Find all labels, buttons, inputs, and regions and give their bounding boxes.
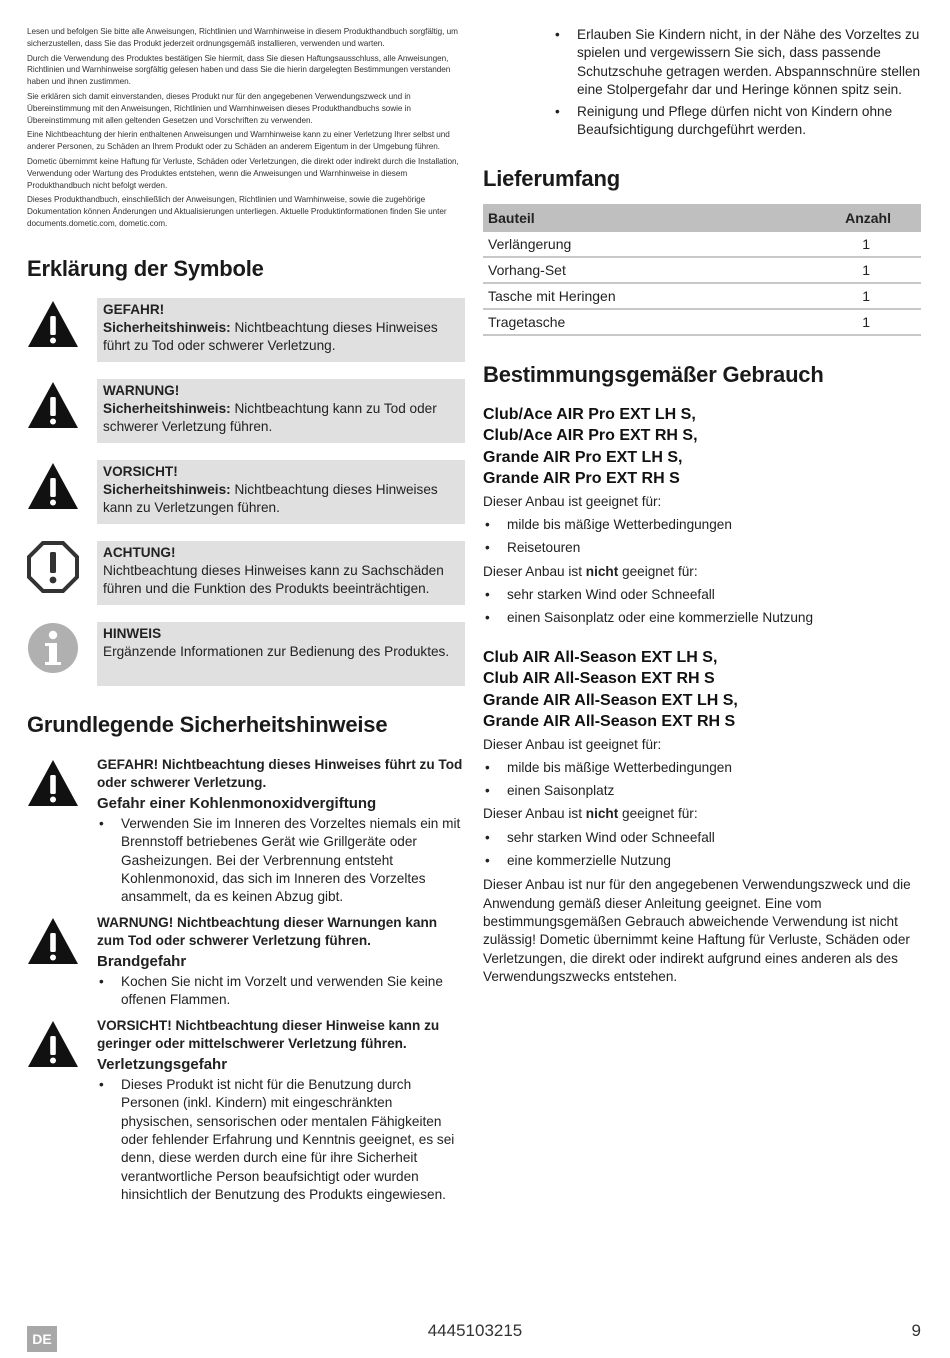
list-item: • Verwenden Sie im Inneren des Vorzeltes niemals ein mit Brennstoff betriebenes Gerät wie Grillgeräte oder Gasheizungen. Bei der Verbrennung entsteht Kohlenmonoxid, das sich im Inneren des Vorzeltes ansammelt, da es keinen Abzug gibt. [97,815,465,906]
usage-group-all-season [483,647,921,871]
table-cell: Tragetasche [483,309,840,335]
safety-block-caution [27,1017,465,1204]
model-name: Club/Ace AIR Pro EXT LH S, [483,405,696,423]
symbol-caution [27,460,465,524]
table-cell: 1 [840,232,921,257]
left-column [27,26,465,1204]
symbol-caution-box [97,460,465,524]
label-emphasis: nicht [585,563,619,579]
safety-hazard-title: Brandgefahr [97,953,187,971]
delivery-heading: Lieferumfang [483,165,620,191]
label-text: geeignet für: [618,806,698,822]
safety-list [97,973,465,1010]
suitable-label: Dieser Anbau ist geeignet für: [483,736,662,752]
intro-paragraph: Sie erklären sich damit einverstanden, dieses Produkt nur für den angegebenen Verwendungszweck und in Übereinstimmung mit den Anweisungen, Richtlinien und Warnhinweisen dieses Produkthandbuchs sowie in Übereinstimmung mit allen geltenden Gesetzen und Vorschriften zu verwenden. [27,91,411,125]
intro-paragraph: Dieses Produkthandbuch, einschließlich der Anweisungen, Richtlinien und Warnhinweise, sowie die zugehörige Dokumentation können Änderungen und Aktualisierungen unterliegen. Aktuelle Produktinformationen finden Sie unter documents.dometic.com, dometic.com. [27,195,447,228]
symbol-text: Nichtbeachtung kann zu Tod oder schwerer Verletzung führen. [103,400,437,435]
caution-triangle-icon [27,460,79,512]
symbol-text: Nichtbeachtung dieses Hinweises kann zu Verletzungen führen. [103,481,438,516]
warning-triangle-icon [27,916,79,966]
not-suitable-list [483,829,921,871]
symbol-info-box [97,622,465,686]
list-item: • einen Saisonplatz [483,782,921,800]
symbol-notice-box [97,541,465,605]
symbol-keyword: ACHTUNG! [103,544,176,560]
symbol-warning [27,379,465,443]
usage-heading: Bestimmungsgemäßer Gebrauch [483,361,824,387]
safety-hazard-title: Verletzungsgefahr [97,1056,228,1074]
symbol-danger [27,298,465,362]
model-name: Grande AIR Pro EXT LH S, [483,448,683,466]
list-item: • einen Saisonplatz oder eine kommerzielle Nutzung [483,609,921,627]
info-circle-icon [27,622,79,674]
table-cell: Tasche mit Heringen [483,283,840,309]
table-cell: Vorhang-Set [483,257,840,283]
document-id: 4445103215 [427,1321,523,1340]
page-number: 9 [911,1321,921,1340]
not-suitable-label [483,805,921,823]
column-header: Anzahl [840,204,921,232]
list-item: • Reinigung und Pflege dürfen nicht von Kindern ohne Beaufsichtigung durchgeführt werden. [553,103,921,140]
list-item: • milde bis mäßige Wetterbedingungen [483,516,921,534]
suitable-list [483,516,921,558]
symbol-text: Ergänzende Informationen zur Bedienung des Produktes. [103,643,450,659]
symbol-keyword: VORSICHT! [103,463,178,479]
language-badge: DE [27,1326,57,1352]
table-cell: Verlängerung [483,232,840,257]
safety-signal-text: VORSICHT! Nichtbeachtung dieser Hinweise kann zu geringer oder mittelschwerer Verletzung führen. [97,1017,440,1051]
list-item: • milde bis mäßige Wetterbedingungen [483,759,921,777]
intro-disclaimer [27,26,465,230]
list-item: • Reisetouren [483,539,921,557]
notice-octagon-icon [27,541,79,593]
table-row [483,257,921,283]
safety-list-continued [413,26,921,140]
table-row [483,232,921,257]
safety-block-danger [27,756,465,907]
not-suitable-list [483,586,921,628]
intro-paragraph: Dometic übernimmt keine Haftung für Verluste, Schäden oder Verletzungen, die direkt oder indirekt durch die Installation, Verwendung oder Wartung des Produktes entstehen, wenn die Anweisungen und Warnhinweise in diesem Produkthandbuch nicht befolgt werden. [27,156,459,190]
model-name: Grande AIR All-Season EXT RH S [483,713,736,731]
table-row [483,283,921,309]
table-header-row [483,204,921,232]
symbols-heading: Erklärung der Symbole [27,255,264,281]
symbol-danger-box [97,298,465,362]
label-text: Dieser Anbau ist [483,563,586,579]
symbol-label: Sicherheitshinweis: [103,319,231,335]
list-item: • sehr starken Wind oder Schneefall [483,829,921,847]
table-row [483,309,921,335]
list-item: • eine kommerzielle Nutzung [483,852,921,870]
column-header: Bauteil [483,204,840,232]
intro-paragraph: Durch die Verwendung des Produktes bestätigen Sie hiermit, dass Sie diesen Haftungsausschluss, alle Anweisungen, Richtlinien und Warnhinweise sorgfältig gelesen haben und dass Sie die hierin dargelegten Bestimmungen verstanden haben und ihnen zustimmen. [27,53,451,87]
right-column [483,26,921,986]
safety-list [97,1076,465,1204]
caution-triangle-icon [27,1019,79,1069]
suitable-list [483,759,921,801]
safety-heading: Grundlegende Sicherheitshinweise [27,711,388,737]
warning-triangle-icon [27,379,79,431]
symbol-notice [27,541,465,605]
suitable-label: Dieser Anbau ist geeignet für: [483,493,662,509]
list-item: • Kochen Sie nicht im Vorzelt und verwenden Sie keine offenen Flammen. [97,973,465,1010]
table-cell: 1 [840,309,921,335]
safety-block-warning [27,914,465,1010]
safety-signal-text: GEFAHR! Nichtbeachtung dieses Hinweises führt zu Tod oder schwerer Verletzung. [97,756,463,790]
list-item: • Erlauben Sie Kindern nicht, in der Nähe des Vorzeltes zu spielen und vergewissern Sie sich, dass passende Schutzschuhe getragen werden. Abspannschnüre stellen eine Stolpergefahr dar und Heringe können spitz sein. [553,26,921,99]
symbol-text: Nichtbeachtung dieses Hinweises führt zu Tod oder schwerer Verletzung. [103,319,438,354]
delivery-table [483,204,921,336]
model-name: Grande AIR Pro EXT RH S [483,470,680,488]
symbol-keyword: GEFAHR! [103,301,165,317]
safety-signal-text: WARNUNG! Nichtbeachtung dieser Warnungen kann zum Tod oder schwerer Verletzung führen. [97,914,438,948]
safety-list [97,815,465,906]
usage-closing-paragraph: Dieser Anbau ist nur für den angegebenen Verwendungszweck und die Anwendung gemäß dieser Anleitung geeignet. Eine vom bestimmungsgemäßen Gebrauch abweichende Verwendung ist nicht zulässig! Dometic übernimmt keine Haftung für Verluste, Schäden oder Verletzungen, die direkt oder indirekt aufgrund eines anderen als des Verwendungszwecks entstehen. [483,877,911,984]
danger-warning-triangle-icon [27,298,79,350]
model-name: Club AIR All-Season EXT RH S [483,670,715,688]
table-cell: 1 [840,257,921,283]
usage-group-pro [483,404,921,628]
list-item: • Dieses Produkt ist nicht für die Benutzung durch Personen (inkl. Kindern) mit eingeschränkten physischen, sensorischen oder mentalen Fähigkeiten oder fehlender Erfahrung und Kenntnis geeignet, es sei denn, diese werden durch eine für ihre Sicherheit verantwortliche Person beaufsichtigt oder wurden hinsichtlich der Benutzung des Produkts eingewiesen. [97,1076,465,1204]
symbol-keyword: WARNUNG! [103,382,180,398]
symbol-text: Nichtbeachtung dieses Hinweises kann zu Sachschäden führen und die Funktion des Produkts beeinträchtigen. [103,562,444,597]
symbol-label: Sicherheitshinweis: [103,400,231,416]
intro-paragraph: Lesen und befolgen Sie bitte alle Anweisungen, Richtlinien und Warnhinweise in diesem Produkthandbuch sorgfältig, um sicherzustellen, dass Sie das Produkt jederzeit ordnungsgemäß installieren, verwenden und warten. [27,27,458,48]
symbol-warning-box [97,379,465,443]
model-name: Club/Ace AIR Pro EXT RH S, [483,427,698,445]
symbol-label: Sicherheitshinweis: [103,481,231,497]
symbol-info [27,622,465,686]
symbol-keyword: HINWEIS [103,625,162,641]
safety-hazard-title: Gefahr einer Kohlenmonoxidvergiftung [97,795,377,813]
model-name: Grande AIR All-Season EXT LH S, [483,691,738,709]
label-emphasis: nicht [585,806,619,822]
label-text: geeignet für: [618,563,698,579]
list-item: • sehr starken Wind oder Schneefall [483,586,921,604]
not-suitable-label [483,563,921,581]
table-cell: 1 [840,283,921,309]
model-name: Club AIR All-Season EXT LH S, [483,648,718,666]
danger-warning-triangle-icon [27,758,79,808]
label-text: Dieser Anbau ist [483,806,586,822]
intro-paragraph: Eine Nichtbeachtung der hierin enthaltenen Anweisungen und Warnhinweise kann zu einer Verletzung Ihrer selbst und anderer Personen, zu Schäden an Ihrem Produkt oder zu Schäden an anderem Eigentum in der Umgebung führen. [27,130,450,152]
